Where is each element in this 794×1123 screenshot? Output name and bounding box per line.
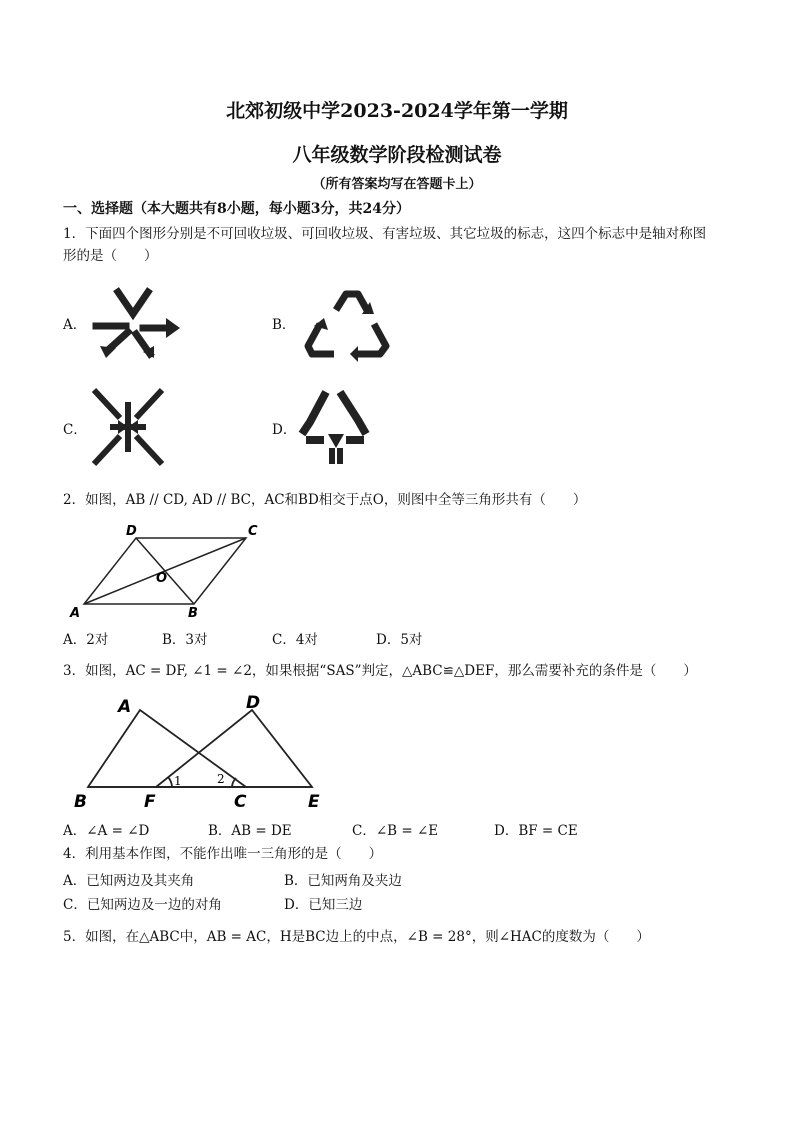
q2-label-a: A [70,606,81,621]
q1-option-b-label: B． [272,317,296,333]
section-heading: 一、选择题（本大题共有8小题，每小题3分，共24分） [63,201,410,217]
q3-triangles-figure [66,690,336,814]
q2-option-a: A．2对 [63,632,109,648]
q2-option-d: D．5对 [376,632,423,648]
q1-option-a-label: A． [63,317,87,333]
q2-parallelogram-figure [68,518,268,622]
q3-label-c: C [234,792,247,812]
q3-label-d: D [246,693,261,713]
q3-label-a: A [118,697,132,717]
q4-option-d: D．已知三边 [284,897,363,913]
q2-label-c: C [248,524,258,539]
q3-option-b: B．AB = DE [208,823,292,839]
non-recyclable-icon [88,284,183,362]
recyclable-icon [300,284,395,362]
q3-angle-2: 2 [217,772,225,786]
q3-angle-1: 1 [174,774,182,788]
q2-option-c: C．4对 [272,632,318,648]
q3-label-b: B [74,792,87,812]
q4-option-c: C．已知两边及一边的对角 [63,897,222,913]
q3-label-e: E [308,792,320,812]
other-waste-icon [296,382,376,468]
question-1-line2: 形的是（ ） [63,248,158,264]
q2-label-d: D [126,524,137,539]
question-1-line1: 1．下面四个图形分别是不可回收垃圾、可回收垃圾、有害垃圾、其它垃圾的标志，这四个标志中是轴对称图 [63,226,707,242]
question-3: 3．如图，AC = DF, ∠1 = ∠2，如果根据“SAS”判定，△ABC≌△DEF，那么需要补充的条件是（ ） [63,663,697,679]
exam-title: 北郊初级中学2023-2024学年第一学期 [226,100,568,122]
q2-option-b: B．3对 [162,632,208,648]
hazardous-icon [88,386,168,468]
q4-option-b: B．已知两角及夹边 [284,873,402,889]
q3-option-a: A．∠A = ∠D [63,823,150,839]
q3-option-d: D．BF = CE [494,823,578,839]
q2-label-o: O [156,571,168,586]
q1-option-c-label: C． [63,422,87,438]
q3-option-c: C．∠B = ∠E [352,823,439,839]
answer-note: （所有答案均写在答题卡上） [312,177,482,192]
q2-label-b: B [188,606,198,621]
q4-option-a: A．已知两边及其夹角 [63,873,195,889]
question-2: 2．如图，AB // CD, AD // BC，AC和BD相交于点O，则图中全等三角形共有（ ） [63,492,587,508]
question-4: 4．利用基本作图，不能作出唯一三角形的是（ ） [63,846,383,862]
exam-subtitle: 八年级数学阶段检测试卷 [292,144,502,166]
question-1 [63,223,743,267]
question-5: 5．如图，在△ABC中，AB = AC，H是BC边上的中点，∠B = 28°，则∠HAC的度数为（ ） [63,929,650,945]
q3-label-f: F [144,792,156,812]
q1-option-d-label: D． [272,422,297,438]
